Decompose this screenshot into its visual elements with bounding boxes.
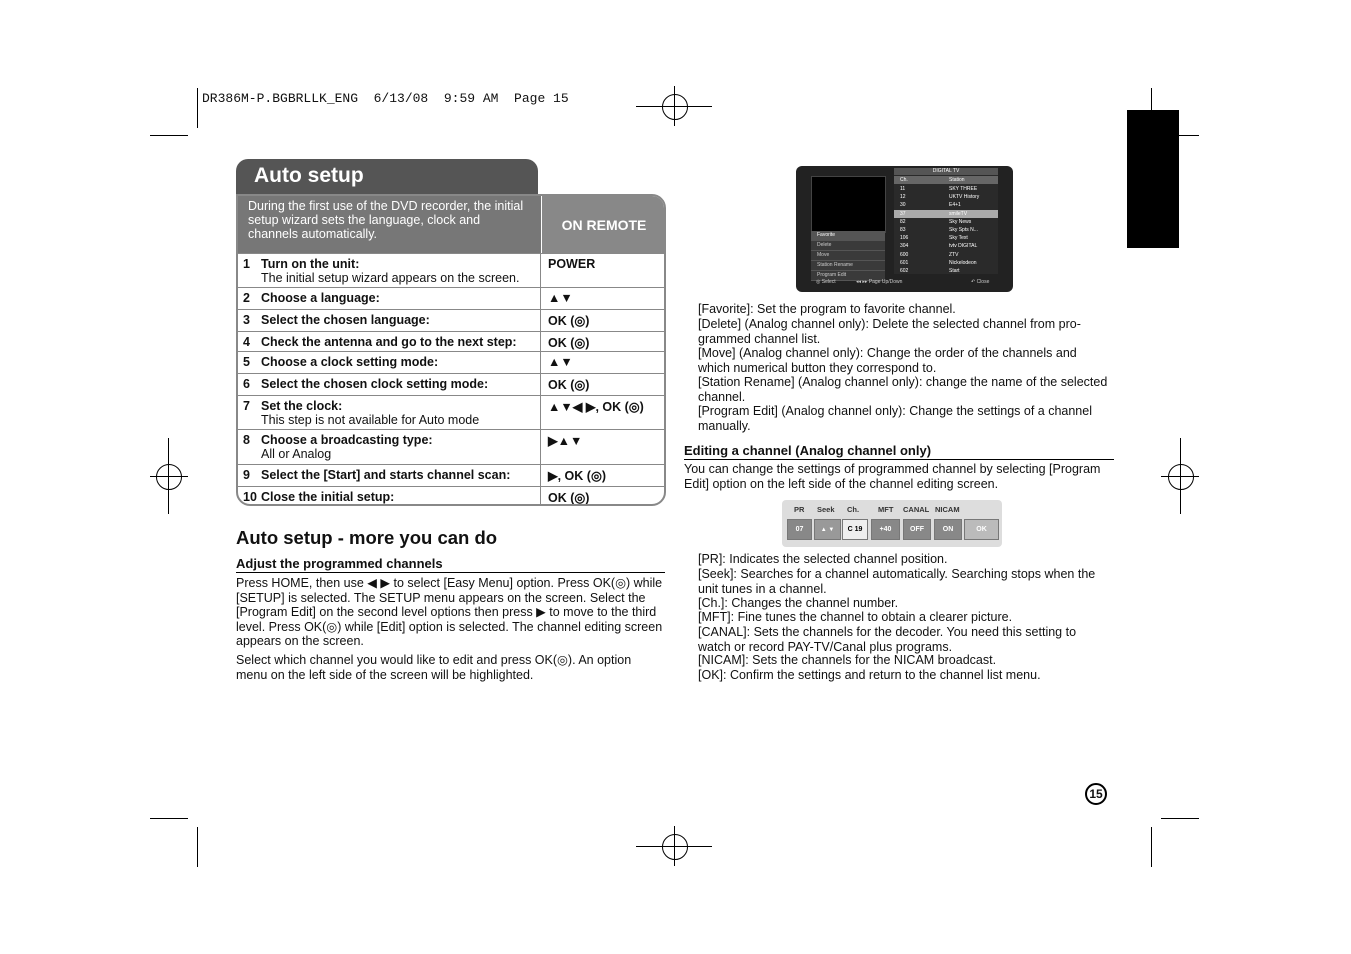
channel-station: Sky Text <box>949 235 968 242</box>
remote-button: OK (◎) <box>548 314 590 328</box>
label-mft: MFT <box>878 505 894 514</box>
channel-station: Sky Spts N... <box>949 227 978 233</box>
channel-list <box>894 168 998 274</box>
channel-row[interactable] <box>894 234 998 242</box>
ch-value[interactable]: C 19 <box>842 519 868 540</box>
channel-number: 83 <box>900 227 906 233</box>
step-number: 1 <box>243 257 250 271</box>
adjust-paragraph-1: Press HOME, then use ◀ ▶ to select [Easy Menu] option. Press OK(◎) while [SETUP] is selected. The SETUP menu appears on the screen. Select the [Program Edit] on the second level options then press ▶ to move to the third level. Press OK(◎) while [Edit] option is selected. The channel editing screen appears on the screen. <box>236 576 663 648</box>
table-row <box>238 331 666 351</box>
channel-station: ZTV <box>949 251 959 258</box>
table-row <box>238 253 666 287</box>
channel-number: 601 <box>900 259 909 266</box>
remote-button: OK (◎) <box>548 491 590 505</box>
table-row <box>238 486 666 506</box>
channel-row[interactable] <box>894 226 998 234</box>
step-detail: All or Analog <box>261 447 332 461</box>
more-heading: Auto setup - more you can do <box>236 527 498 548</box>
channel-number: 82 <box>900 218 906 225</box>
channel-station: Sky News <box>949 218 972 225</box>
setting-description: [MFT]: Fine tunes the channel to obtain a clearer picture. <box>698 610 1013 624</box>
step-title: Select the [Start] and starts channel scan: <box>261 468 511 482</box>
option-menu-item[interactable]: Station Rename <box>811 261 885 271</box>
channel-row[interactable] <box>894 251 998 259</box>
auto-setup-title: Auto setup <box>236 159 538 195</box>
step-number: 8 <box>243 433 250 447</box>
screen-footer <box>796 276 1013 292</box>
channel-station: smileTV <box>949 210 968 217</box>
step-number: 9 <box>243 468 250 482</box>
remote-button: OK (◎) <box>548 336 590 350</box>
editing-intro: You can change the settings of programmed channel by selecting [Program Edit] option on the left side of the channel editing screen. <box>684 462 1101 491</box>
remote-button: OK (◎) <box>548 378 590 392</box>
ok-button[interactable]: OK <box>964 519 999 540</box>
label-canal: CANAL <box>903 505 930 514</box>
option-menu-item[interactable]: Program Edit <box>811 271 885 281</box>
table-row <box>238 309 666 331</box>
channel-row[interactable] <box>894 267 998 275</box>
channel-station: Nickelodeon <box>949 259 977 266</box>
auto-setup-intro: During the first use of the DVD recorder, the initial setup wizard sets the language, clock and channels automatically. <box>238 196 541 253</box>
section-tab <box>1127 110 1179 248</box>
step-number: 3 <box>243 313 250 327</box>
table-row <box>238 464 666 486</box>
footer-select: ◎ Select <box>816 279 836 285</box>
channel-row[interactable] <box>894 242 998 250</box>
label-seek: Seek <box>817 505 835 514</box>
step-title: Choose a clock setting mode: <box>261 355 439 369</box>
step-title: Check the antenna and go to the next step: <box>261 335 517 349</box>
footer-page: ◂◂ ▸▸ Page Up/Down <box>856 279 903 285</box>
step-number: 10 <box>243 490 257 504</box>
step-title: Choose a broadcasting type: <box>261 433 433 447</box>
setting-description: [PR]: Indicates the selected channel position. <box>698 552 948 566</box>
channel-row[interactable] <box>894 193 998 201</box>
channel-number: 602 <box>900 268 909 274</box>
remote-button: POWER <box>548 257 596 271</box>
channel-number: 600 <box>900 251 909 258</box>
option-description: [Delete] (Analog channel only): Delete the selected channel from pro-grammed channel list. <box>698 317 1081 346</box>
channel-station: UKTV History <box>949 194 980 201</box>
step-number: 4 <box>243 335 250 349</box>
remote-button: ▶▲▼ <box>548 434 583 448</box>
option-description: [Favorite]: Set the program to favorite channel. <box>698 302 956 316</box>
setting-description: [Ch.]: Changes the channel number. <box>698 596 899 610</box>
channel-row[interactable] <box>894 210 998 218</box>
divider <box>684 459 1114 460</box>
step-title: Turn on the unit: <box>261 257 360 271</box>
on-remote-header: ON REMOTE <box>542 196 666 253</box>
remote-button: ▲▼ <box>548 355 573 369</box>
remote-button: ▶, OK (◎) <box>548 469 607 483</box>
option-menu-item[interactable]: Delete <box>811 241 885 251</box>
step-number: 2 <box>243 291 250 305</box>
option-menu-item[interactable]: Favorite <box>811 231 885 241</box>
remote-button: ▲▼ <box>548 291 573 305</box>
table-row <box>238 287 666 309</box>
divider <box>236 572 665 573</box>
option-description: [Station Rename] (Analog channel only): change the name of the selected channel. <box>698 375 1108 404</box>
remote-button: ▲▼◀ ▶, OK (◎) <box>548 400 644 414</box>
table-row <box>238 429 666 464</box>
channel-number: 12 <box>900 194 906 201</box>
pr-value[interactable]: 07 <box>787 519 812 540</box>
page-number: 15 <box>1085 783 1107 805</box>
setting-description: [Seek]: Searches for a channel automatically. Searching stops when the unit tunes in a channel. <box>698 567 1096 596</box>
channel-list-screen <box>796 166 1013 292</box>
channel-row[interactable] <box>894 201 998 209</box>
option-description: [Move] (Analog channel only): Change the order of the channels and which numerical button they correspond to. <box>698 346 1077 375</box>
step-detail: The initial setup wizard appears on the screen. <box>261 271 520 285</box>
table-row <box>238 373 666 395</box>
video-preview <box>811 176 886 233</box>
channel-number: 37 <box>900 210 906 217</box>
print-header: DR386M-P.BGBRLLK_ENG 6/13/08 9:59 AM Page 15 <box>202 91 569 106</box>
adjust-heading: Adjust the programmed channels <box>236 556 443 571</box>
step-title: Choose a language: <box>261 291 380 305</box>
channel-list-header <box>894 176 998 184</box>
step-number: 5 <box>243 355 250 369</box>
channel-number: 30 <box>900 202 906 209</box>
canal-value[interactable]: OFF <box>903 519 931 540</box>
channel-number: 11 <box>900 186 906 192</box>
setting-description: [NICAM]: Sets the channels for the NICAM broadcast. <box>698 653 997 667</box>
option-menu-item[interactable]: Move <box>811 251 885 261</box>
setting-description: [OK]: Confirm the settings and return to the channel list menu. <box>698 668 1041 682</box>
step-title: Select the chosen language: <box>261 313 430 327</box>
step-number: 7 <box>243 399 250 413</box>
label-ch: Ch. <box>847 505 860 514</box>
channel-row[interactable] <box>894 185 998 193</box>
step-title: Set the clock: <box>261 399 343 413</box>
step-number: 6 <box>243 377 250 391</box>
channel-station: SKY THREE <box>949 186 978 192</box>
option-description: [Program Edit] (Analog channel only): Change the settings of a channel manually. <box>698 404 1092 433</box>
step-detail: This step is not available for Auto mode <box>261 413 480 427</box>
table-row <box>238 395 666 429</box>
col-station: Station <box>949 177 965 183</box>
channel-number: 106 <box>900 235 909 242</box>
mft-value[interactable]: +40 <box>871 519 900 540</box>
label-pr: PR <box>794 505 805 514</box>
adjust-paragraph-2: Select which channel you would like to edit and press OK(◎). An option menu on the left side of the screen will be highlighted. <box>236 653 632 682</box>
nicam-value[interactable]: ON <box>934 519 962 540</box>
channel-number: 304 <box>900 243 909 250</box>
channel-station: tvtv DIGITAL <box>949 243 978 250</box>
channel-list-title: DIGITAL TV <box>894 168 998 175</box>
seek-arrows[interactable]: ▲ ▼ <box>814 519 841 540</box>
step-title: Close the initial setup: <box>261 490 395 504</box>
footer-close: ↶ Close <box>971 279 990 285</box>
setting-description: [CANAL]: Sets the channels for the decoder. You need this setting to watch or record PAY-TV/Canal plus programs. <box>698 625 1077 654</box>
auto-setup-table <box>236 194 666 506</box>
step-title: Select the chosen clock setting mode: <box>261 377 489 391</box>
channel-edit-bar <box>782 500 1002 547</box>
channel-row[interactable] <box>894 218 998 226</box>
option-menu <box>811 231 885 278</box>
channel-station: Start <box>949 268 960 274</box>
table-row <box>238 351 666 373</box>
col-ch: Ch. <box>900 177 908 183</box>
channel-station: E4+1 <box>949 202 961 209</box>
channel-row[interactable] <box>894 259 998 267</box>
editing-heading: Editing a channel (Analog channel only) <box>684 443 932 458</box>
label-nicam: NICAM <box>935 505 960 514</box>
